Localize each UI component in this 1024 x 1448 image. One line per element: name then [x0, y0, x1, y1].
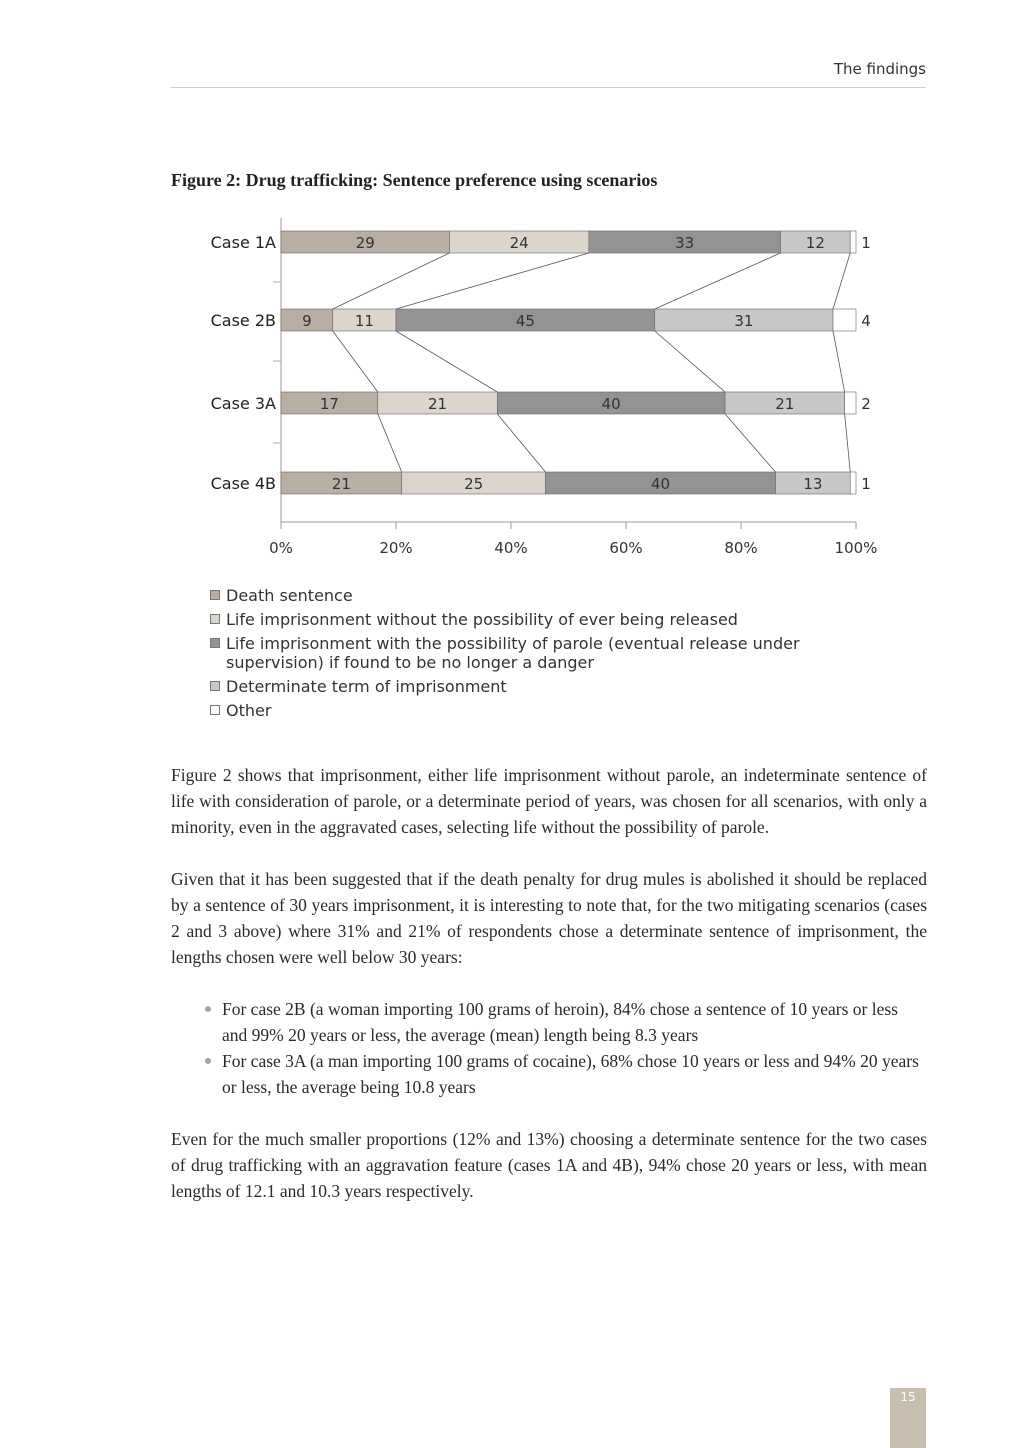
data-label: 1 [861, 234, 871, 252]
legend-item-other [210, 701, 850, 720]
data-label: 4 [861, 312, 871, 330]
figure-title: Figure 2: Drug trafficking: Sentence preference using scenarios [171, 170, 658, 190]
category-label: Case 3A [210, 394, 276, 413]
legend-label: Life imprisonment with the possibility of parole (eventual release under supervision) if found to be no longer a danger [226, 634, 800, 672]
paragraph: Figure 2 shows that imprisonment, either life imprisonment without parole, an indeterminate sentence of life with consideration of parole, or a determinate period of years, was chosen for all scenarios, with only a minority, even in the aggravated cases, selecting life without the possibility of parole. [171, 765, 927, 837]
page-number: 15 [900, 1390, 916, 1404]
category-label: Case 1A [210, 233, 276, 252]
segment-connector-line [833, 331, 845, 392]
data-label: 21 [428, 395, 448, 413]
segment-connector-line [725, 414, 775, 472]
page-number-tab [890, 1388, 926, 1448]
segment-connector-line [655, 253, 781, 309]
data-label: 2 [861, 395, 871, 413]
legend-swatch [210, 681, 220, 691]
x-tick-label: 80% [724, 539, 758, 557]
legend-swatch [210, 705, 220, 715]
segment-connector-line [396, 253, 589, 309]
legend-label: Other [226, 701, 272, 720]
stacked-bar-chart [190, 212, 890, 567]
x-tick-label: 20% [379, 539, 413, 557]
segment-connector-line [833, 253, 850, 309]
legend-item-death-sentence [210, 586, 850, 605]
x-tick-label: 60% [609, 539, 643, 557]
data-label: 29 [355, 234, 375, 252]
list-item [222, 996, 927, 1048]
data-label: 24 [509, 234, 529, 252]
segment-connector-line [396, 331, 497, 392]
x-tick-label: 40% [494, 539, 528, 557]
list-item-text: For case 2B (a woman importing 100 grams of heroin), 84% chose a sentence of 10 years or less and 99% 20 years or less, the average (mean) length being 8.3 years [222, 999, 898, 1045]
running-header: The findings [833, 60, 926, 78]
bullet-list [171, 996, 927, 1100]
data-label: 9 [302, 312, 312, 330]
legend-swatch [210, 590, 220, 600]
bar-segment [850, 231, 856, 253]
data-label: 25 [464, 475, 484, 493]
header-divider [171, 87, 926, 88]
data-label: 21 [775, 395, 795, 413]
segment-connector-line [378, 414, 402, 472]
x-tick-label: 0% [269, 539, 293, 557]
bullet-dot-icon [205, 1058, 211, 1064]
chart-legend [210, 586, 850, 725]
legend-swatch [210, 614, 220, 624]
data-label: 13 [803, 475, 823, 493]
category-label: Case 4B [210, 474, 276, 493]
legend-label: Determinate term of imprisonment [226, 677, 507, 696]
legend-swatch [210, 638, 220, 648]
list-item [222, 1048, 927, 1100]
segment-connector-line [333, 331, 378, 392]
bar-segment [850, 472, 856, 494]
segment-connector-line [333, 253, 450, 309]
data-label: 21 [331, 475, 351, 493]
data-label: 45 [515, 312, 535, 330]
bullet-dot-icon [205, 1006, 211, 1012]
bar-segment [845, 392, 856, 414]
paragraph: Even for the much smaller proportions (12% and 13%) choosing a determinate sentence for the two cases of drug trafficking with an aggravation feature (cases 1A and 4B), 94% chose 20 years or less, with mean lengths of 12.1 and 10.3 years respectively. [171, 1129, 927, 1201]
segment-connector-line [655, 331, 725, 392]
bar-segment [833, 309, 856, 331]
data-label: 33 [675, 234, 695, 252]
data-label: 40 [601, 395, 621, 413]
data-label: 12 [805, 234, 825, 252]
segment-connector-line [845, 414, 851, 472]
x-tick-label: 100% [834, 539, 878, 557]
category-label: Case 2B [210, 311, 276, 330]
data-label: 11 [354, 312, 374, 330]
legend-item-determinate-term [210, 677, 850, 696]
data-label: 40 [650, 475, 671, 493]
legend-label: Life imprisonment without the possibility of ever being released [226, 610, 738, 629]
data-label: 1 [861, 475, 871, 493]
data-label: 31 [734, 312, 754, 330]
legend-item-life-without-release [210, 610, 850, 629]
paragraph: Given that it has been suggested that if the death penalty for drug mules is abolished it should be replaced by a sentence of 30 years imprisonment, it is interesting to note that, for the two mitigating scenarios (cases 2 and 3 above) where 31% and 21% of respondents chose a determinate sentence of imprisonment, the lengths chosen were well below 30 years: [171, 869, 927, 967]
legend-item-life-with-parole [210, 634, 850, 672]
list-item-text: For case 3A (a man importing 100 grams of cocaine), 68% chose 10 years or less and 94% 20 years or less, the average being 10.8 years [222, 1051, 919, 1097]
segment-connector-line [497, 414, 545, 472]
body-text [171, 762, 927, 1230]
data-label: 17 [319, 395, 339, 413]
legend-label: Death sentence [226, 586, 353, 605]
